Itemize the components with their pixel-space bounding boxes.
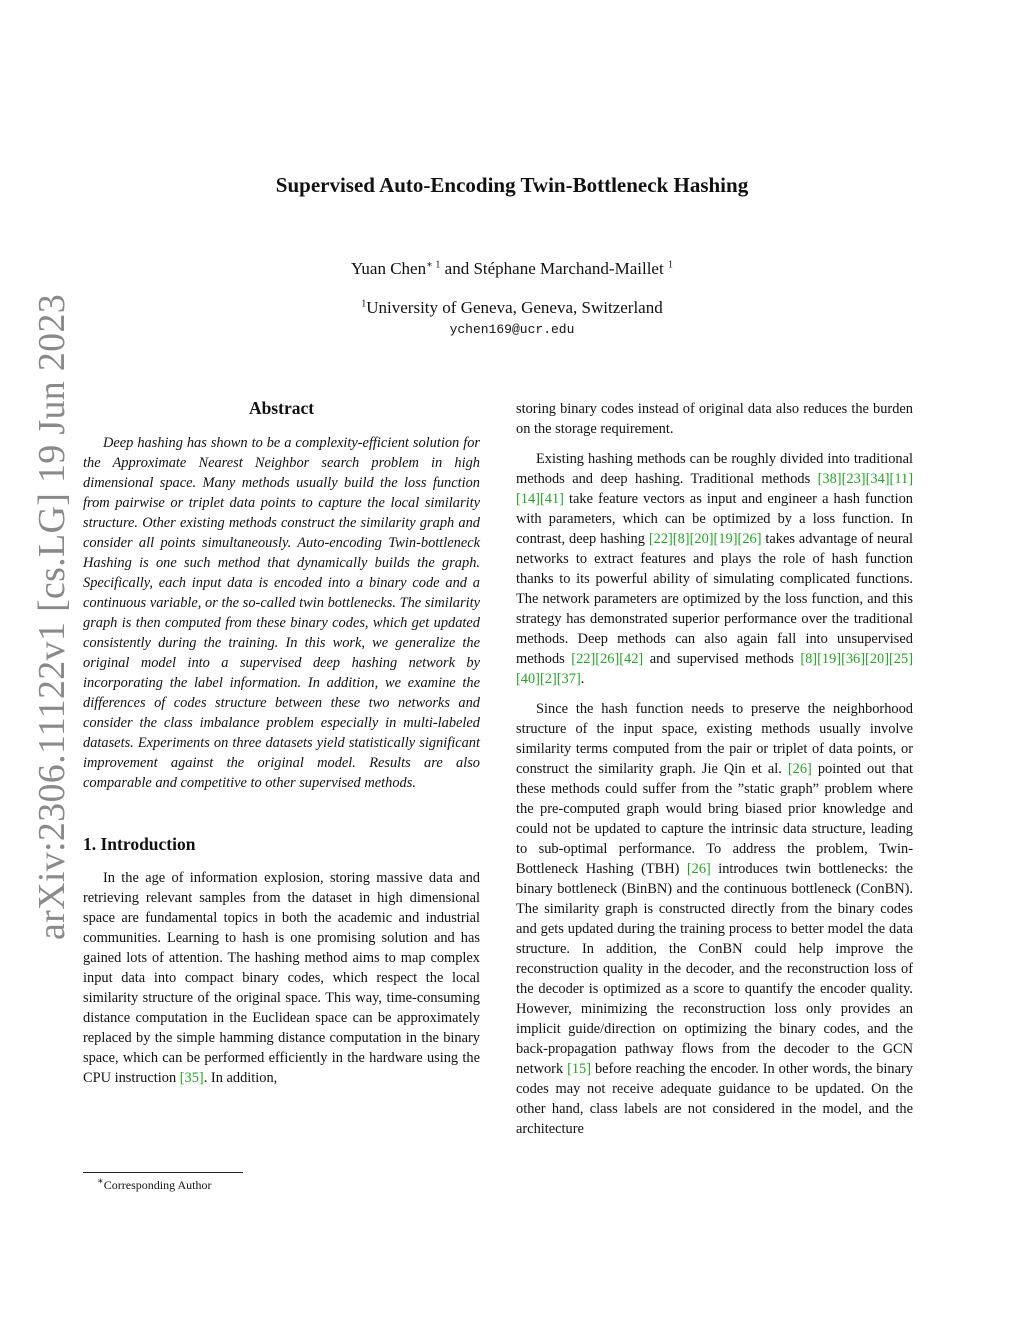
intro-paragraph: In the age of information explosion, storing massive data and retrieving relevant samples from the dataset in high dimensional space are fundamental topics in both the academic and industrial communities. Learning to hash is one promising solution and has gained lots of attention. The hashing method aims to map complex input data into compact binary codes, which respect the local similarity structure of the original space. This way, time-consuming distance computation in the Euclidean space can be approximately replaced by the simple hamming distance computation in the binary space, which can be performed efficiently in the hardware using the CPU instruction [35]. In addition, — [83, 870, 480, 1086]
affiliation — [0, 298, 1024, 318]
introduction-heading: 1. Introduction — [83, 834, 196, 854]
footnote-text: ∗Corresponding Author — [97, 1176, 212, 1192]
citation-link[interactable]: [35] — [179, 1070, 204, 1086]
author-name: Stéphane Marchand-Maillet — [473, 259, 664, 278]
right-column — [516, 399, 913, 1139]
author-email: ychen169@ucr.edu — [449, 322, 575, 337]
paper-title: Supervised Auto-Encoding Twin-Bottleneck Hashing — [275, 173, 749, 197]
abstract-heading: Abstract — [248, 398, 315, 418]
citation-link[interactable]: [38][23][34][11][14][41] — [516, 471, 913, 507]
citation-link[interactable]: [22][8][20][19][26] — [648, 531, 762, 547]
abstract-text: Deep hashing has shown to be a complexity-efficient solution for the Approximate Nearest Neighbor search problem in high dimensional space. Many methods usually build the loss function from pairwise or triplet data points to capture the local similarity structure. Other existing methods construct the similarity graph and consider all points simultaneously. Auto-encoding Twin-bottleneck Hashing is one such method that dynamically builds the graph. Specifically, each input data is encoded into a binary code and a continuous variable, or the so-called twin bottlenecks. The similarity graph is then computed from these binary codes, which get updated consistently during the training. In this work, we generalize the original model into a supervised deep hashing network by incorporating the label information. In addition, we examine the differences of codes structure between these two networks and consider the class imbalance problem especially in multi-labeled datasets. Experiments on three datasets yield statistically significant improvement against the original model. Results are also comparable and competitive to other supervised methods. — [83, 435, 480, 791]
author-name: Yuan Chen — [351, 259, 427, 278]
tbh-paragraph: Since the hash function needs to preserve the neighborhood structure of the input space, existing methods usually involve similarity terms computed from the pair or triplet of data points, or construct the similarity graph. Jie Qin et al. [26] pointed out that these methods could suffer from the ”static graph” problem where the pre-computed graph would bring biased prior knowledge and could not be updated to capture the intrinsic data structure, leading to sub-optimal performance. To address the problem, Twin-Bottleneck Hashing (TBH) [26] introduces twin bottlenecks: the binary bottleneck (BinBN) and the continuous bottleneck (ConBN). The similarity graph is constructed directly from the binary codes and gets updated during the training process to better model the data structure. In addition, the ConBN could help improve the reconstruction quality in the decoder, and the reconstruction loss of the decoder is optimized as a score to quantify the encoder quality. However, minimizing the reconstruction loss only provides an implicit guide/direction on optimizing the binary codes, and the back-propagation pathway flows from the decoder to the GCN network [15] before reaching the encoder. In other words, the binary codes may not receive adequate guidance to be updated. On the other hand, class labels are not considered in the model, and the architecture — [516, 701, 913, 1137]
citation-link[interactable]: [26] — [686, 861, 711, 877]
footnote — [83, 1172, 243, 1193]
arxiv-identifier: arXiv:2306.11122v1 [cs.LG] 19 Jun 2023 — [31, 293, 73, 940]
footnote-mark: ∗ — [97, 1176, 104, 1187]
intro-paragraph-continued: storing binary codes instead of original data also reduces the burden on the storage requirement. — [516, 401, 913, 437]
affiliation-text: University of Geneva, Geneva, Switzerland — [366, 298, 663, 317]
affiliation-mark: 1 — [361, 298, 367, 310]
author-connector: and — [440, 259, 474, 278]
citation-link[interactable]: [22][26][42] — [571, 651, 644, 667]
citation-link[interactable]: [15] — [567, 1061, 592, 1077]
hashing-methods-paragraph: Existing hashing methods can be roughly divided into traditional methods and deep hashing. Traditional methods [38][23][34][11][14][41] take feature vectors as input and engineer a hash function with parameters, which can be optimized by a loss function. In contrast, deep hashing [22][8][20][19][26] takes advantage of neural networks to extract features and plays the role of hash function thanks to its powerful ability of simulating complicated functions. The network parameters are optimized by the loss function, and this strategy has demonstrated superior performance over the traditional methods. Deep methods can also again fall into unsupervised methods [22][26][42] and supervised methods [8][19][36][20][25][40][2][37]. — [516, 451, 913, 687]
left-column — [83, 398, 480, 1088]
author-line — [0, 259, 1024, 279]
author-marks: 1 — [667, 259, 673, 271]
footnote-rule — [83, 1172, 243, 1173]
citation-link[interactable]: [26] — [787, 761, 812, 777]
author-marks: ∗ 1 — [426, 259, 441, 271]
citation-link[interactable]: [8][19][36][20][25][40][2][37] — [516, 651, 913, 687]
